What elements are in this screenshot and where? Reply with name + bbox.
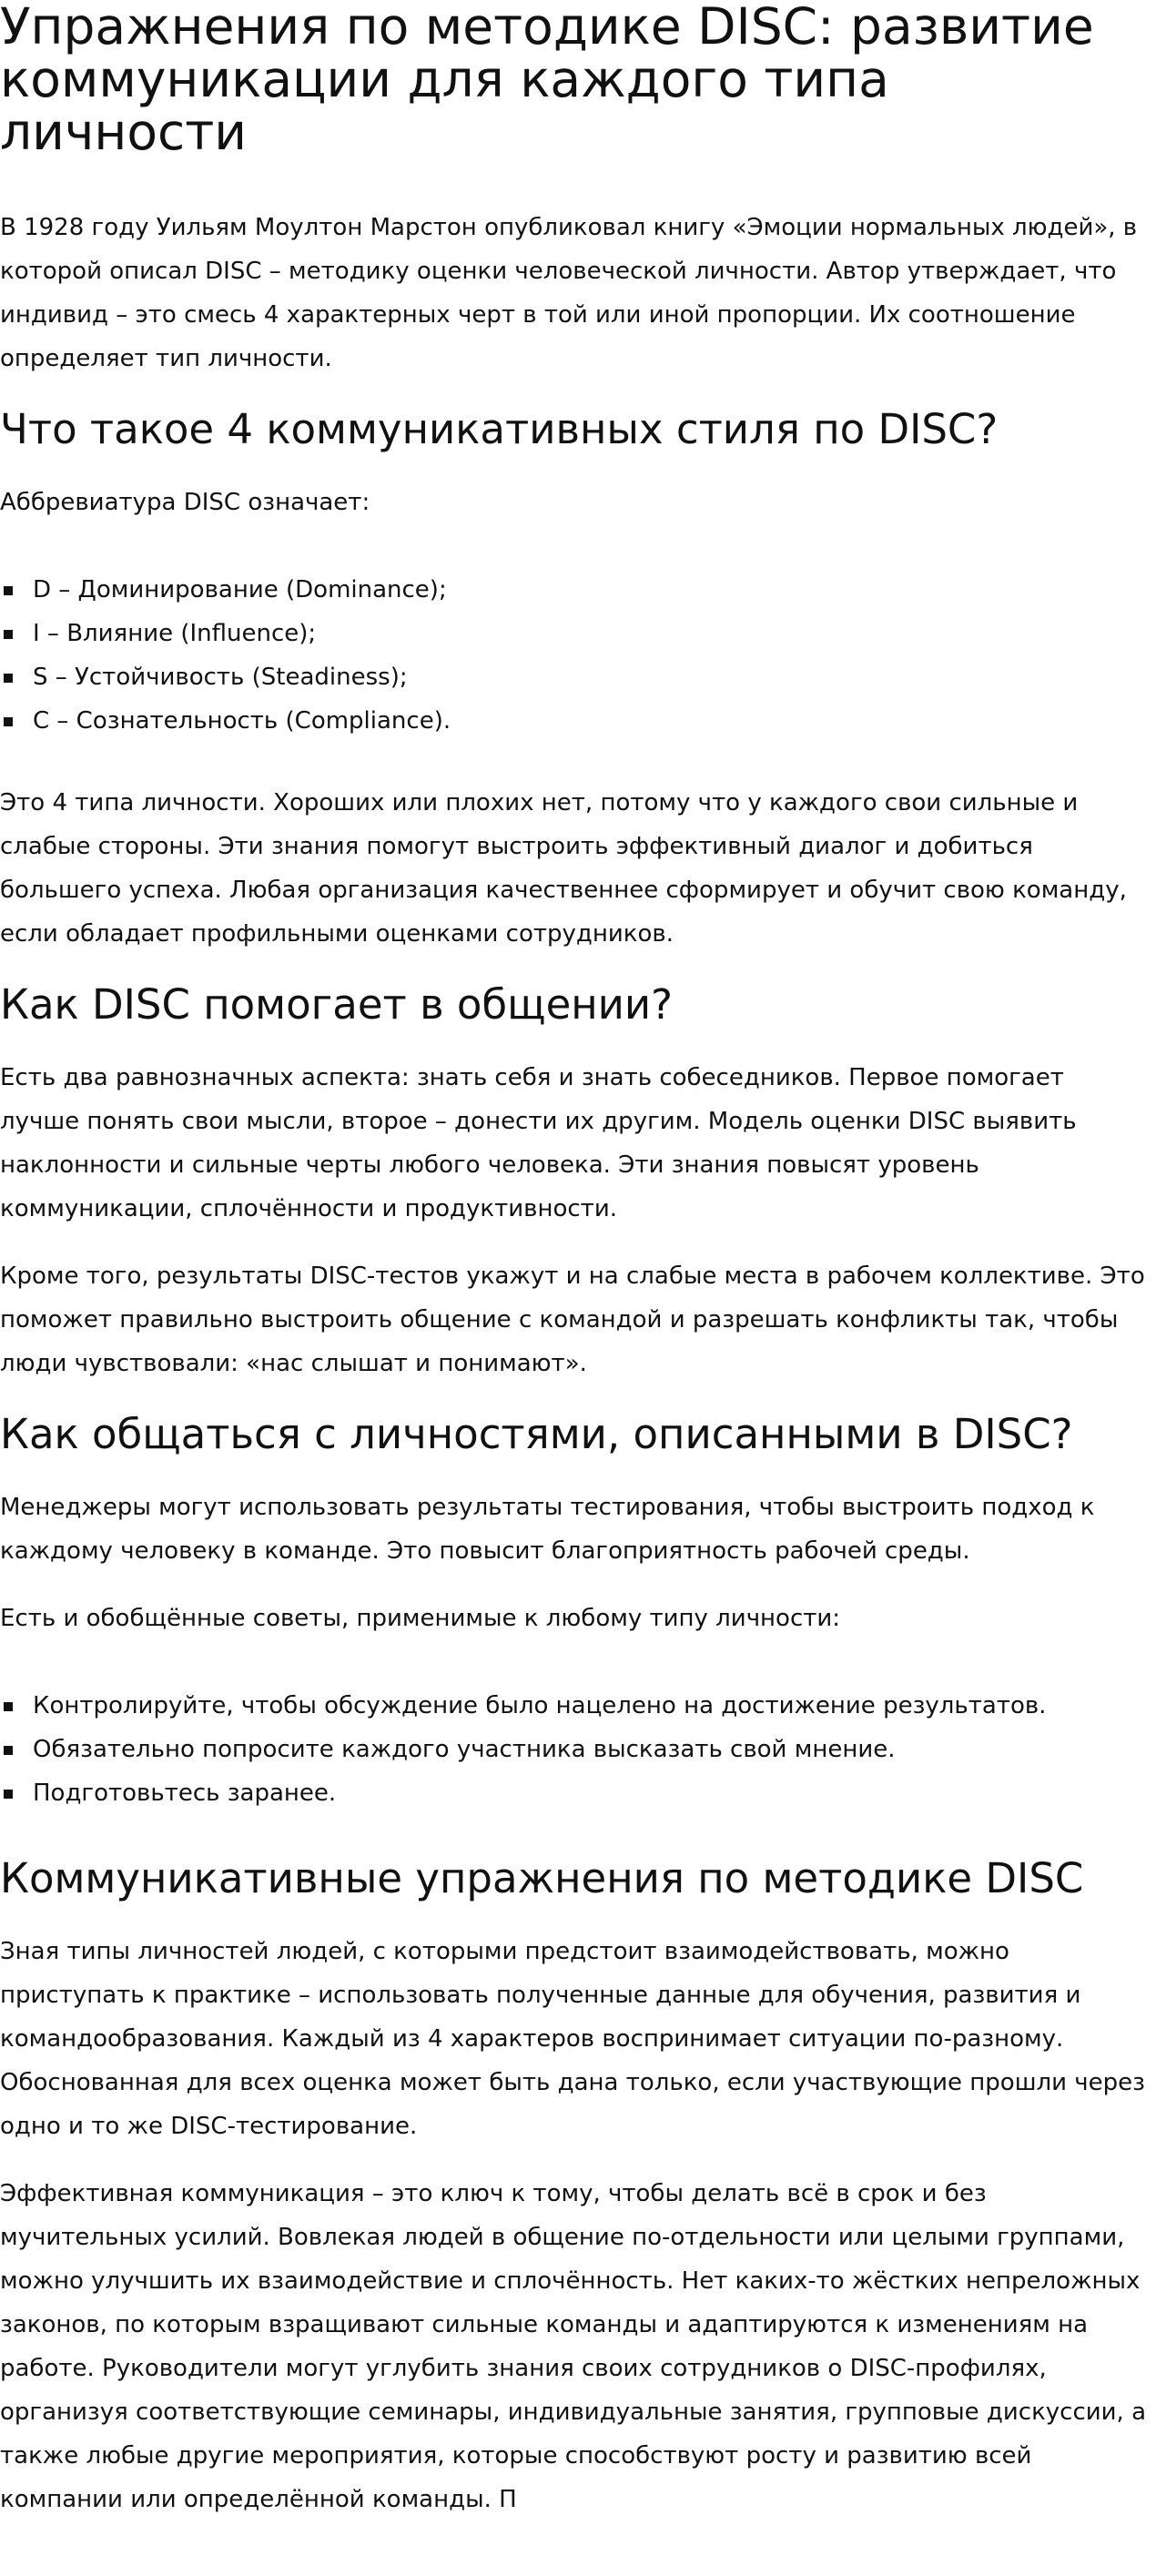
tips-list: [0, 1684, 1149, 1815]
bullet-icon: [4, 1790, 13, 1799]
bullet-icon: [4, 1746, 13, 1755]
page-title: Упражнения по методике DISC: развитие коммуникации для каждого типа личности: [0, 0, 1094, 161]
section-paragraph: Эффективная коммуникация – это ключ к тому, чтобы делать всё в срок и без мучительных усилий. Вовлекая людей в общение по-отдельности или целыми группами, можно улучшить их взаимодействие и сплочённость. Нет каких-то жёстких непреложных законов, по которым взращивают сильные команды и адаптируются к изменениям на работе. Руководители могут углубить знания своих сотрудников о DISC-профилях, организуя соответствующие семинары, индивидуальные занятия, групповые дискуссии, а также любые другие мероприятия, которые способствуют росту и развитию всей компании или определённой команды. П: [0, 2180, 1147, 2513]
section-paragraph: Есть и обобщённые советы, применимые к любому типу личности:: [0, 1605, 841, 1632]
list-item: C – Сознательность (Compliance).: [0, 699, 1149, 743]
list-item: Обязательно попросите каждого участника высказать свой мнение.: [0, 1728, 1149, 1771]
bullet-icon: [4, 630, 13, 639]
list-item: Подготовьтесь заранее.: [0, 1771, 1149, 1815]
bullet-icon: [4, 586, 13, 595]
section-heading: Что такое 4 коммуникативных стиля по DISC?: [0, 405, 999, 453]
list-item: Контролируйте, чтобы обсуждение было нацелено на достижение результатов.: [0, 1684, 1149, 1728]
disc-list: [0, 568, 1149, 743]
section-paragraph: Есть два равнозначных аспекта: знать себя и знать собеседников. Первое помогает лучше понять свои мысли, второе – донести их другим. Модель оценки DISC выявить наклонности и сильные черты любого человека. Эти знания повысят уровень коммуникации, сплочённости и продуктивности.: [0, 1064, 1077, 1222]
section-paragraph: Зная типы личностей людей, с которыми предстоит взаимодействовать, можно приступать к практике – использовать полученные данные для обучения, развития и командообразования. Каждый из 4 характеров воспринимает ситуации по-разному. Обоснованная для всех оценка может быть дана только, если участвующие прошли через одно и то же DISC-тестирование.: [0, 1938, 1145, 2140]
section-paragraph: Это 4 типа личности. Хороших или плохих нет, потому что у каждого свои сильные и слабые стороны. Эти знания помогут выстроить эффективный диалог и добиться большего успеха. Любая организация качественнее сформирует и обучит свою команду, если обладает профильными оценками сотрудников.: [0, 789, 1127, 948]
section-paragraph: Менеджеры могут использовать результаты тестирования, чтобы выстроить подход к каждому человеку в команде. Это повысит благоприятность рабочей среды.: [0, 1494, 1095, 1565]
section-lead: Аббревиатура DISC означает:: [0, 489, 370, 516]
list-item: S – Устойчивость (Steadiness);: [0, 655, 1149, 699]
bullet-icon: [4, 1702, 13, 1711]
section-heading: Как общаться с личностями, описанными в DISC?: [0, 1410, 1073, 1458]
bullet-icon: [4, 717, 13, 726]
section-disc-personalities: [0, 1409, 1149, 1815]
section-disc-communication: [0, 979, 1149, 1385]
section-heading: Как DISC помогает в общении?: [0, 980, 674, 1029]
section-heading: Коммуникативные упражнения по методике DISC: [0, 1854, 1084, 1902]
intro-paragraph: В 1928 году Уильям Моултон Марстон опубликовал книгу «Эмоции нормальных людей», в которой описал DISC – методику оценки человеческой личности. Автор утверждает, что индивид – это смесь 4 характерных черт в той или иной пропорции. Их соотношение определяет тип личности.: [0, 214, 1138, 372]
section-disc-exercises: [0, 1853, 1149, 2521]
bullet-icon: [4, 674, 13, 683]
list-item: D – Доминирование (Dominance);: [0, 568, 1149, 612]
section-disc-styles: [0, 404, 1149, 956]
section-paragraph: Кроме того, результаты DISC-тестов укажут и на слабые места в рабочем коллективе. Это поможет правильно выстроить общение с командой и разрешать конфликты так, чтобы люди чувствовали: «нас слышат и понимают».: [0, 1263, 1145, 1377]
list-item: I – Влияние (Influence);: [0, 612, 1149, 655]
